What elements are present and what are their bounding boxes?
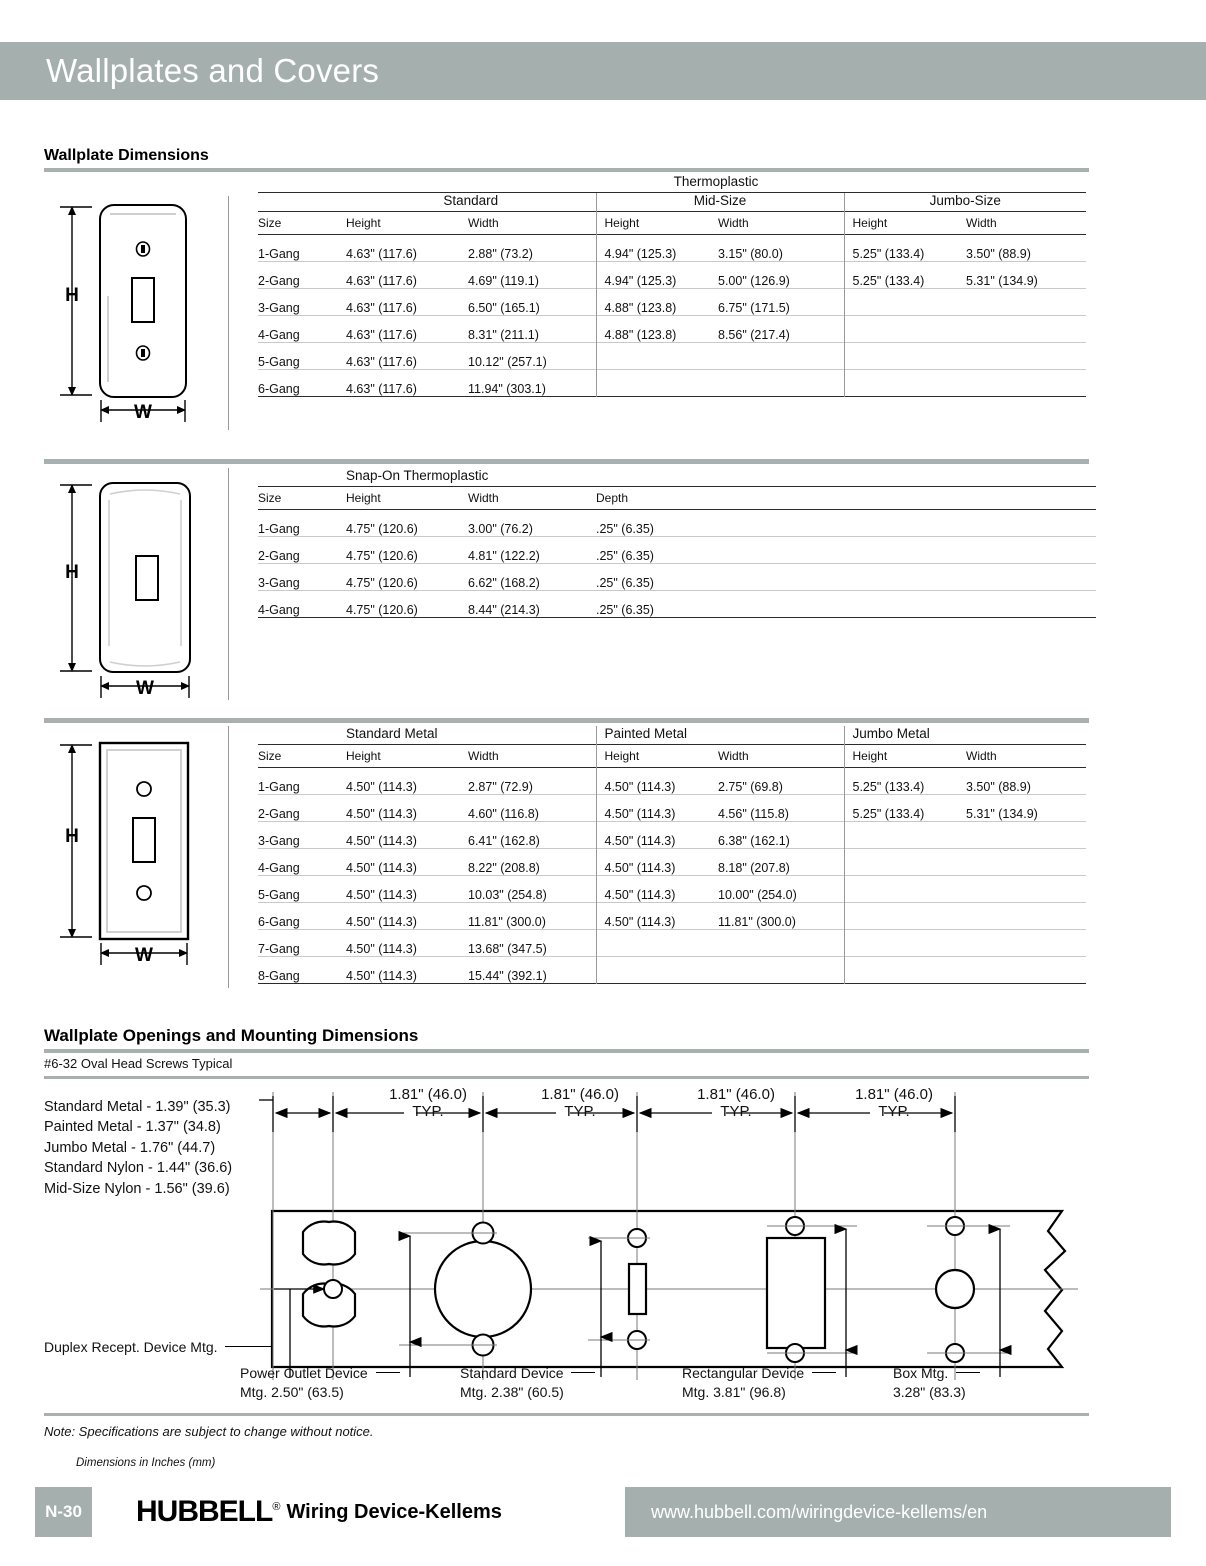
cell-value: 2.75" (69.8) bbox=[718, 768, 844, 795]
table-row bbox=[258, 849, 1086, 876]
table1-column-header-row bbox=[258, 212, 1086, 235]
table1-col-w2: Width bbox=[718, 212, 844, 235]
cell-value bbox=[966, 343, 1086, 370]
table-snapon bbox=[258, 468, 1096, 619]
cell-size: 6-Gang bbox=[258, 370, 346, 397]
cell-size: 4-Gang bbox=[258, 316, 346, 343]
cell-value: 4.50" (114.3) bbox=[346, 903, 468, 930]
registered-mark-icon: ® bbox=[272, 1501, 280, 1513]
table1-col-size: Size bbox=[258, 212, 346, 235]
table2-col-size: Size bbox=[258, 487, 346, 510]
cell-value: 5.25" (133.4) bbox=[844, 768, 966, 795]
cell-value: 4.50" (114.3) bbox=[346, 795, 468, 822]
wallplate-dimensions-heading: Wallplate Dimensions bbox=[44, 147, 209, 164]
cell-value: 4.75" (120.6) bbox=[346, 591, 468, 618]
cell-value: .25" (6.35) bbox=[596, 537, 1096, 564]
table3-group-row bbox=[258, 726, 1086, 745]
cell-value bbox=[718, 930, 844, 957]
cell-value: 3.50" (88.9) bbox=[966, 235, 1086, 262]
dim-span-1-value: 1.81" (46.0) bbox=[389, 1086, 467, 1103]
section-rule-screws bbox=[44, 1076, 1089, 1079]
table-row bbox=[258, 903, 1086, 930]
table1-group-row bbox=[258, 193, 1086, 212]
dim-span-1-typ: TYP. bbox=[412, 1103, 444, 1120]
dim-span-1 bbox=[368, 1086, 488, 1120]
openings-heading: Wallplate Openings and Mounting Dimensions bbox=[44, 1026, 419, 1045]
cell-value bbox=[718, 370, 844, 397]
cell-value: 4.50" (114.3) bbox=[346, 822, 468, 849]
table2-col-width: Width bbox=[468, 487, 596, 510]
cell-size: 3-Gang bbox=[258, 564, 346, 591]
footer-logo-box bbox=[92, 1487, 625, 1537]
leader-power-outlet bbox=[376, 1372, 400, 1373]
table1-supergroup-row bbox=[258, 174, 1086, 193]
cell-value: 6.62" (168.2) bbox=[468, 564, 596, 591]
cell-value bbox=[966, 289, 1086, 316]
table1-col-h2: Height bbox=[596, 212, 718, 235]
cell-value bbox=[966, 876, 1086, 903]
cell-value: 8.44" (214.3) bbox=[468, 591, 596, 618]
dim-span-3 bbox=[676, 1086, 796, 1120]
dim-span-2-value: 1.81" (46.0) bbox=[541, 1086, 619, 1103]
label-duplex-text: Duplex Recept. Device Mtg. bbox=[44, 1339, 218, 1355]
cell-size: 4-Gang bbox=[258, 849, 346, 876]
table3-col-h3: Height bbox=[844, 745, 966, 768]
cell-value: 6.41" (162.8) bbox=[468, 822, 596, 849]
cell-value bbox=[966, 849, 1086, 876]
cell-value: 2.87" (72.9) bbox=[468, 768, 596, 795]
table-row bbox=[258, 316, 1086, 343]
cell-value bbox=[844, 903, 966, 930]
cell-value: 5.25" (133.4) bbox=[844, 795, 966, 822]
box-mtg-opening bbox=[936, 1270, 974, 1308]
cell-value bbox=[596, 930, 718, 957]
cell-value bbox=[718, 957, 844, 984]
cell-value: 4.50" (114.3) bbox=[596, 849, 718, 876]
cell-value: 8.31" (211.1) bbox=[468, 316, 596, 343]
cell-value: 4.94" (125.3) bbox=[596, 262, 718, 289]
section-divider-1 bbox=[44, 459, 1089, 464]
figure-thermoplastic-plate bbox=[52, 196, 237, 439]
page-footer-band bbox=[35, 1487, 1171, 1537]
table3-group-standard-metal: Standard Metal bbox=[346, 726, 438, 741]
cell-value: .25" (6.35) bbox=[596, 564, 1096, 591]
table-row bbox=[258, 289, 1086, 316]
cell-value bbox=[844, 876, 966, 903]
cell-value: .25" (6.35) bbox=[596, 510, 1096, 537]
table-snapon-wrapper bbox=[258, 468, 1096, 619]
dim-span-4 bbox=[834, 1086, 954, 1120]
label-standard-device bbox=[460, 1364, 595, 1402]
figure2-height-label: H bbox=[65, 562, 79, 583]
table1-group-standard: Standard bbox=[346, 193, 596, 212]
table-row bbox=[258, 343, 1086, 370]
table-row bbox=[258, 768, 1086, 795]
figure2-divider bbox=[228, 468, 229, 700]
table3-col-w1: Width bbox=[468, 745, 596, 768]
dim-span-3-value: 1.81" (46.0) bbox=[697, 1086, 775, 1103]
cell-value bbox=[966, 316, 1086, 343]
figure1-width-label: W bbox=[134, 402, 152, 423]
cell-value: 6.38" (162.1) bbox=[718, 822, 844, 849]
cell-value: 5.31" (134.9) bbox=[966, 795, 1086, 822]
cell-value: 8.22" (208.8) bbox=[468, 849, 596, 876]
cell-value: 4.60" (116.8) bbox=[468, 795, 596, 822]
cell-value: 4.94" (125.3) bbox=[596, 235, 718, 262]
table-thermoplastic-wrapper bbox=[258, 174, 1086, 398]
cell-value: 4.88" (123.8) bbox=[596, 289, 718, 316]
hubbell-logo bbox=[136, 1495, 279, 1529]
cell-value: 4.50" (114.3) bbox=[596, 822, 718, 849]
duplex-screw-hole bbox=[324, 1280, 342, 1298]
left-label-painted-metal: Painted Metal - 1.37" (34.8) bbox=[44, 1119, 221, 1136]
cell-size: 1-Gang bbox=[258, 235, 346, 262]
cell-value: 5.00" (126.9) bbox=[718, 262, 844, 289]
cell-value: 4.75" (120.6) bbox=[346, 564, 468, 591]
table-row bbox=[258, 262, 1086, 289]
table1-col-h3: Height bbox=[844, 212, 966, 235]
cell-value: 3.50" (88.9) bbox=[966, 768, 1086, 795]
label-power-outlet-l2: Mtg. 2.50" (63.5) bbox=[240, 1384, 344, 1400]
cell-value: 10.03" (254.8) bbox=[468, 876, 596, 903]
leader-rectangular bbox=[812, 1372, 836, 1373]
leader-standard bbox=[571, 1372, 595, 1373]
table1-col-w1: Width bbox=[468, 212, 596, 235]
page-number: N-30 bbox=[45, 1502, 82, 1521]
cell-size: 3-Gang bbox=[258, 822, 346, 849]
cell-value bbox=[844, 822, 966, 849]
cell-value: 4.50" (114.3) bbox=[346, 768, 468, 795]
dim-span-4-value: 1.81" (46.0) bbox=[855, 1086, 933, 1103]
figure1-height-label: H bbox=[65, 285, 79, 306]
cell-value: 4.63" (117.6) bbox=[346, 235, 468, 262]
label-box-mtg bbox=[893, 1364, 980, 1402]
table3-group-painted-metal: Painted Metal bbox=[596, 726, 844, 745]
mounting-dimensions-drawing bbox=[0, 1080, 1206, 1370]
screws-note: #6-32 Oval Head Screws Typical bbox=[44, 1056, 233, 1071]
table1-group-midsize: Mid-Size bbox=[596, 193, 844, 212]
label-rectangular-l1: Rectangular Device bbox=[682, 1365, 805, 1381]
cell-value: 4.63" (117.6) bbox=[346, 316, 468, 343]
dim-span-3-typ: TYP. bbox=[720, 1103, 752, 1120]
note-rule bbox=[44, 1413, 1089, 1416]
table1-group-jumbo: Jumbo-Size bbox=[844, 193, 1086, 212]
cell-value: 6.50" (165.1) bbox=[468, 289, 596, 316]
table-row bbox=[258, 510, 1096, 537]
cell-value bbox=[596, 370, 718, 397]
cell-size: 2-Gang bbox=[258, 262, 346, 289]
footer-url[interactable]: www.hubbell.com/wiringdevice-kellems/en bbox=[651, 1501, 988, 1522]
label-box-l2: 3.28" (83.3) bbox=[893, 1384, 966, 1400]
table2-col-height: Height bbox=[346, 487, 468, 510]
table1-supergroup-label: Thermoplastic bbox=[673, 174, 759, 189]
section-rule-openings bbox=[44, 1049, 1089, 1053]
figure3-divider bbox=[228, 726, 229, 988]
cell-value: 4.50" (114.3) bbox=[346, 876, 468, 903]
table-row bbox=[258, 235, 1086, 262]
cell-value: 8.56" (217.4) bbox=[718, 316, 844, 343]
cell-size: 7-Gang bbox=[258, 930, 346, 957]
cell-value bbox=[844, 289, 966, 316]
left-label-jumbo-metal: Jumbo Metal - 1.76" (44.7) bbox=[44, 1139, 216, 1156]
cell-size: 2-Gang bbox=[258, 795, 346, 822]
cell-value: 4.63" (117.6) bbox=[346, 343, 468, 370]
cell-value: 4.81" (122.2) bbox=[468, 537, 596, 564]
label-standard-l2: Mtg. 2.38" (60.5) bbox=[460, 1384, 564, 1400]
leader-duplex bbox=[225, 1346, 271, 1347]
cell-size: 5-Gang bbox=[258, 343, 346, 370]
label-power-outlet-l1: Power Outlet Device bbox=[240, 1365, 368, 1381]
cell-value: 5.25" (133.4) bbox=[844, 262, 966, 289]
figure3-width-label: W bbox=[135, 945, 153, 966]
dim-span-4-typ: TYP. bbox=[878, 1103, 910, 1120]
cell-value: 4.50" (114.3) bbox=[596, 768, 718, 795]
cell-value: 5.25" (133.4) bbox=[844, 235, 966, 262]
cell-value: 4.50" (114.3) bbox=[346, 849, 468, 876]
cell-size: 6-Gang bbox=[258, 903, 346, 930]
cell-value: 4.75" (120.6) bbox=[346, 537, 468, 564]
table1-col-h1: Height bbox=[346, 212, 468, 235]
label-rectangular-device bbox=[682, 1364, 836, 1402]
table3-col-w3: Width bbox=[966, 745, 1086, 768]
cell-value: 4.50" (114.3) bbox=[596, 903, 718, 930]
cell-value: 4.50" (114.3) bbox=[346, 957, 468, 984]
table-row bbox=[258, 876, 1086, 903]
cell-value bbox=[844, 316, 966, 343]
cell-value: 11.81" (300.0) bbox=[718, 903, 844, 930]
cell-value: .25" (6.35) bbox=[596, 591, 1096, 618]
dimensions-units-note: Dimensions in Inches (mm) bbox=[76, 1457, 216, 1469]
cell-value bbox=[844, 343, 966, 370]
cell-value: 4.63" (117.6) bbox=[346, 289, 468, 316]
figure2-width-label: W bbox=[136, 678, 154, 699]
table3-col-h2: Height bbox=[596, 745, 718, 768]
cell-value: 4.50" (114.3) bbox=[596, 795, 718, 822]
cell-value: 15.44" (392.1) bbox=[468, 957, 596, 984]
page-title: Wallplates and Covers bbox=[46, 52, 380, 89]
cell-value: 4.56" (115.8) bbox=[718, 795, 844, 822]
cell-value bbox=[966, 903, 1086, 930]
cell-value: 2.88" (73.2) bbox=[468, 235, 596, 262]
cell-value bbox=[844, 370, 966, 397]
cell-value: 10.00" (254.0) bbox=[718, 876, 844, 903]
left-label-standard-metal: Standard Metal - 1.39" (35.3) bbox=[44, 1099, 231, 1115]
cell-size: 5-Gang bbox=[258, 876, 346, 903]
cell-value: 4.69" (119.1) bbox=[468, 262, 596, 289]
cell-value: 4.50" (114.3) bbox=[596, 876, 718, 903]
table1-col-w3: Width bbox=[966, 212, 1086, 235]
figure1-divider bbox=[228, 196, 229, 430]
table2-group-label: Snap-On Thermoplastic bbox=[346, 468, 489, 483]
table-row bbox=[258, 822, 1086, 849]
label-power-outlet bbox=[240, 1364, 400, 1402]
cell-value: 13.68" (347.5) bbox=[468, 930, 596, 957]
table3-group-jumbo-metal: Jumbo Metal bbox=[844, 726, 1086, 745]
cell-value bbox=[844, 849, 966, 876]
table3-column-header-row bbox=[258, 745, 1086, 768]
cell-size: 1-Gang bbox=[258, 510, 346, 537]
table-row bbox=[258, 930, 1086, 957]
section-divider-2 bbox=[44, 718, 1089, 723]
table2-group-row bbox=[258, 468, 1096, 487]
left-label-standard-nylon: Standard Nylon - 1.44" (36.6) bbox=[44, 1160, 233, 1177]
table-row bbox=[258, 795, 1086, 822]
cell-value bbox=[966, 822, 1086, 849]
cell-value bbox=[596, 957, 718, 984]
dim-span-2-typ: TYP. bbox=[564, 1103, 596, 1120]
cell-value: 11.94" (303.1) bbox=[468, 370, 596, 397]
dim-span-2 bbox=[520, 1086, 640, 1120]
cell-size: 2-Gang bbox=[258, 537, 346, 564]
cell-value: 10.12" (257.1) bbox=[468, 343, 596, 370]
table-row bbox=[258, 537, 1096, 564]
table-row bbox=[258, 591, 1096, 618]
cell-value bbox=[844, 930, 966, 957]
cell-value: 5.31" (134.9) bbox=[966, 262, 1086, 289]
cell-value: 4.75" (120.6) bbox=[346, 510, 468, 537]
leader-box bbox=[956, 1372, 980, 1373]
label-standard-l1: Standard Device bbox=[460, 1365, 564, 1381]
table-row bbox=[258, 957, 1086, 984]
cell-value: 3.15" (80.0) bbox=[718, 235, 844, 262]
page-header-band bbox=[0, 42, 1206, 100]
cell-value: 8.18" (207.8) bbox=[718, 849, 844, 876]
cell-size: 3-Gang bbox=[258, 289, 346, 316]
cell-value bbox=[966, 957, 1086, 984]
table2-col-depth: Depth bbox=[596, 487, 1096, 510]
figure3-height-label: H bbox=[65, 826, 79, 847]
figure-metal-plate bbox=[52, 732, 237, 981]
cell-value bbox=[966, 370, 1086, 397]
section-rule-dimensions bbox=[44, 168, 1089, 172]
table3-col-w2: Width bbox=[718, 745, 844, 768]
duplex-opening-top bbox=[303, 1221, 355, 1264]
cell-value bbox=[596, 343, 718, 370]
left-label-midsize-nylon: Mid-Size Nylon - 1.56" (39.6) bbox=[44, 1180, 230, 1197]
spec-note: Note: Specifications are subject to change without notice. bbox=[44, 1424, 374, 1439]
cell-value: 4.63" (117.6) bbox=[346, 370, 468, 397]
label-box-l1: Box Mtg. bbox=[893, 1365, 949, 1381]
cell-value: 4.88" (123.8) bbox=[596, 316, 718, 343]
cell-size: 8-Gang bbox=[258, 957, 346, 984]
cell-value: 11.81" (300.0) bbox=[468, 903, 596, 930]
table-row bbox=[258, 370, 1086, 397]
table-metal bbox=[258, 726, 1086, 985]
cell-value: 4.50" (114.3) bbox=[346, 930, 468, 957]
table-metal-wrapper bbox=[258, 726, 1086, 985]
table3-col-size: Size bbox=[258, 745, 346, 768]
cell-value bbox=[844, 957, 966, 984]
cell-value bbox=[718, 343, 844, 370]
standard-device-opening bbox=[629, 1264, 646, 1314]
cell-value bbox=[966, 930, 1086, 957]
table-row bbox=[258, 564, 1096, 591]
table2-column-header-row bbox=[258, 487, 1096, 510]
cell-size: 1-Gang bbox=[258, 768, 346, 795]
label-duplex-recept bbox=[44, 1338, 271, 1357]
power-outlet-opening bbox=[435, 1241, 531, 1337]
figure-snapon-plate bbox=[52, 474, 237, 711]
cell-value: 6.75" (171.5) bbox=[718, 289, 844, 316]
hubbell-logo-text: HUBBELL bbox=[136, 1495, 273, 1528]
cell-value: 3.00" (76.2) bbox=[468, 510, 596, 537]
cell-size: 4-Gang bbox=[258, 591, 346, 618]
table3-col-h1: Height bbox=[346, 745, 468, 768]
cell-value: 4.63" (117.6) bbox=[346, 262, 468, 289]
label-rectangular-l2: Mtg. 3.81" (96.8) bbox=[682, 1384, 786, 1400]
rectangular-device-opening bbox=[767, 1238, 825, 1348]
footer-logo-subtitle: Wiring Device-Kellems bbox=[286, 1500, 502, 1523]
table-thermoplastic bbox=[258, 174, 1086, 398]
